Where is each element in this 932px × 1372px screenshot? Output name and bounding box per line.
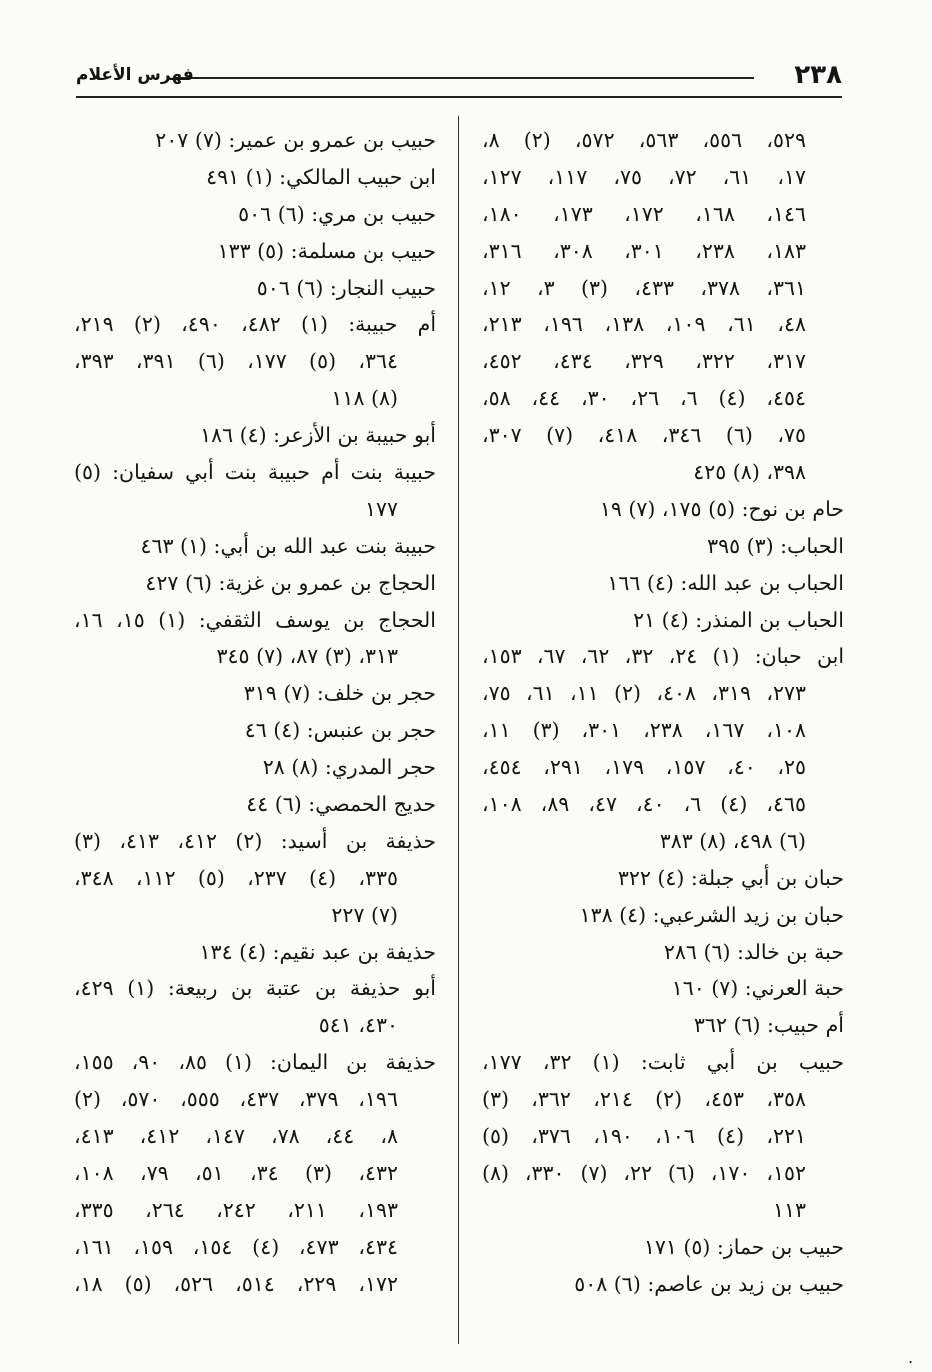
- index-continuation: ١٠٨، ١٦٧، ٢٣٨، ٣٠١، (٣) ١١،: [482, 718, 806, 743]
- column-divider: [458, 116, 459, 1344]
- index-continuation: ٨، ٤٤، ٧٨، ١٤٧، ٤١٢، ٤١٣،: [74, 1124, 398, 1149]
- index-column-left: [74, 122, 436, 1303]
- index-entry: الحباب بن المنذر: (٤) ٢١: [633, 607, 844, 632]
- index-entry: حذيفة بن عبد نقيم: (٤) ١٣٤: [199, 939, 436, 964]
- index-entry: حديج الحمصي: (٦) ٤٤: [246, 792, 436, 817]
- index-continuation: ٣٩٨، (٨) ٤٢٥: [693, 460, 806, 485]
- index-entry: حام بن نوح: (٥) ١٧٥، (٧) ١٩: [599, 496, 844, 521]
- index-continuation: ١٥٢، ١٧٠، (٦) ٢٢، (٧) ٣٣٠، (٨): [482, 1160, 806, 1185]
- index-entry: حجر المدري: (٨) ٢٨: [262, 755, 436, 780]
- index-continuation: ٢٥، ٤٠، ١٥٧، ١٧٩، ٢٩١، ٤٥٤،: [482, 755, 806, 780]
- index-entry: حبيب بن عمرو بن عمير: (٧) ٢٠٧: [155, 128, 436, 152]
- index-continuation: ٣١٧، ٣٢٢، ٣٢٩، ٤٣٤، ٤٥٢،: [482, 349, 806, 374]
- index-entry: حبان بن أبي جبلة: (٤) ٣٢٢: [617, 865, 844, 890]
- index-entry: حبة بن خالد: (٦) ٢٨٦: [663, 939, 844, 964]
- index-entry: حذيفة بن أسيد: (٢) ٤١٢، ٤١٣، (٣): [74, 828, 436, 853]
- index-continuation: ٤٣٢، (٣) ٣٤، ٥١، ٧٩، ١٠٨،: [74, 1160, 398, 1185]
- index-continuation: ١٧٢، ٢٢٩، ٥١٤، ٥٢٦، (٥) ١٨،: [74, 1271, 398, 1296]
- index-continuation: ٤٣٠، ٥٤١: [318, 1013, 398, 1038]
- index-entry: حبان بن زيد الشرعبي: (٤) ١٣٨: [579, 902, 844, 927]
- index-entry: أم حبيبة: (١) ٤٨٢، ٤٩٠، (٢) ٢١٩،: [74, 312, 436, 337]
- header-underline: [76, 96, 842, 98]
- index-continuation: (٨) ١١٨: [331, 386, 398, 411]
- index-continuation: ١٩٣، ٢١١، ٢٤٢، ٢٦٤، ٣٣٥،: [74, 1197, 398, 1222]
- index-entry: أبو حبيبة بن الأزعر: (٤) ١٨٦: [200, 423, 436, 448]
- index-entry: حجر بن خلف: (٧) ٣١٩: [243, 681, 436, 706]
- index-continuation: ١٧٧: [364, 496, 398, 521]
- index-continuation: ٤٦٥، (٤) ٦، ٤٠، ٤٧، ٨٩، ١٠٨،: [482, 792, 806, 817]
- index-entry: حجر بن عنبس: (٤) ٤٦: [244, 718, 436, 743]
- index-continuation: ٢٢١، (٤) ١٠٦، ١٩٠، ٣٧٦، (٥): [482, 1124, 806, 1149]
- index-continuation: ٢٧٣، ٣١٩، ٤٠٨، (٢) ١١، ٦١، ٧٥،: [482, 681, 806, 706]
- index-continuation: ٥٢٩، ٥٥٦، ٥٦٣، ٥٧٢، (٢) ٨،: [482, 128, 806, 152]
- index-entry: حبة العرني: (٧) ١٦٠: [671, 976, 844, 1001]
- index-continuation: ٣٦٤، (٥) ١٧٧، (٦) ٣٩١، ٣٩٣،: [74, 349, 398, 374]
- index-continuation: ٣١٣، (٣) ٨٧، (٧) ٣٤٥: [216, 644, 398, 669]
- index-continuation: ٣٥٨، ٤٥٣، (٢) ٢١٤، ٣٦٢، (٣): [482, 1087, 806, 1112]
- index-entry: الحباب: (٣) ٣٩٥: [707, 533, 844, 558]
- index-continuation: (٦) ٤٩٨، (٨) ٣٨٣: [659, 828, 806, 853]
- index-entry: حبيب بن أبي ثابت: (١) ٣٢، ١٧٧،: [482, 1050, 844, 1075]
- index-continuation: ٧٥، (٦) ٣٤٦، ٤١٨، (٧) ٣٠٧،: [482, 423, 806, 448]
- index-entry: حبيب بن مسلمة: (٥) ١٣٣: [217, 238, 436, 263]
- running-title: فهرس الأعلام: [76, 65, 194, 85]
- index-continuation: ١٨٣، ٢٣٨، ٣٠١، ٣٠٨، ٣١٦،: [482, 238, 806, 263]
- page-speck: .: [908, 1348, 914, 1367]
- index-entry: ابن حبيب المالكي: (١) ٤٩١: [206, 164, 436, 189]
- index-entry: ابن حبان: (١) ٢٤، ٣٢، ٦٢، ٦٧، ١٥٣،: [482, 644, 844, 669]
- index-entry: حبيب بن زيد بن عاصم: (٦) ٥٠٨: [574, 1271, 844, 1296]
- index-continuation: ١٧، ٦١، ٧٢، ٧٥، ١١٧، ١٢٧،: [482, 164, 806, 189]
- index-continuation: ٤٥٤، (٤) ٦، ٢٦، ٣٠، ٤٤، ٥٨،: [482, 386, 807, 411]
- index-continuation: ٤٨، ٦١، ١٠٩، ١٣٨، ١٩٦، ٢١٣،: [482, 312, 806, 337]
- index-entry: حبيب بن مري: (٦) ٥٠٦: [238, 201, 436, 226]
- index-continuation: ٣٣٥، (٤) ٢٣٧، (٥) ١١٢، ٣٤٨،: [74, 865, 398, 890]
- index-continuation: (٧) ٢٢٧: [331, 902, 398, 927]
- index-continuation: ٤٣٤، ٤٧٣، (٤) ١٥٤، ١٥٩، ١٦١،: [74, 1234, 398, 1259]
- header-rule: [176, 77, 754, 79]
- index-entry: أبو حذيفة بن عتبة بن ربيعة: (١) ٤٢٩،: [74, 976, 436, 1001]
- index-column-right: [482, 122, 844, 1303]
- index-entry: حبيبة بنت عبد الله بن أبي: (١) ٤٦٣: [140, 533, 436, 558]
- index-entry: حبيب بن حماز: (٥) ١٧١: [643, 1234, 844, 1259]
- index-entry: أم حبيب: (٦) ٣٦٢: [693, 1013, 844, 1038]
- page-header: [76, 58, 842, 98]
- index-continuation: ١٤٦، ١٦٨، ١٧٢، ١٧٣، ١٨٠،: [482, 201, 806, 226]
- index-continuation: ١٩٦، ٣٧٩، ٤٣٧، ٥٥٥، ٥٧٠، (٢): [74, 1087, 398, 1112]
- index-continuation: ٣٦١، ٣٧٨، ٤٣٣، (٣) ٣، ١٢،: [482, 275, 806, 300]
- page-number: ٢٣٨: [794, 60, 842, 90]
- index-entry: الحجاج بن يوسف الثقفي: (١) ١٥، ١٦،: [74, 607, 436, 632]
- index-entry: الحجاج بن عمرو بن غزية: (٦) ٤٢٧: [145, 570, 436, 595]
- index-entry: حبيب النجار: (٦) ٥٠٦: [256, 275, 436, 300]
- index-entry: الحباب بن عبد الله: (٤) ١٦٦: [607, 570, 844, 595]
- index-entry: حبيبة بنت أم حبيبة بنت أبي سفيان: (٥): [74, 460, 436, 485]
- index-continuation: ١١٣: [772, 1197, 806, 1222]
- index-entry: حذيفة بن اليمان: (١) ٨٥، ٩٠، ١٥٥،: [74, 1050, 436, 1075]
